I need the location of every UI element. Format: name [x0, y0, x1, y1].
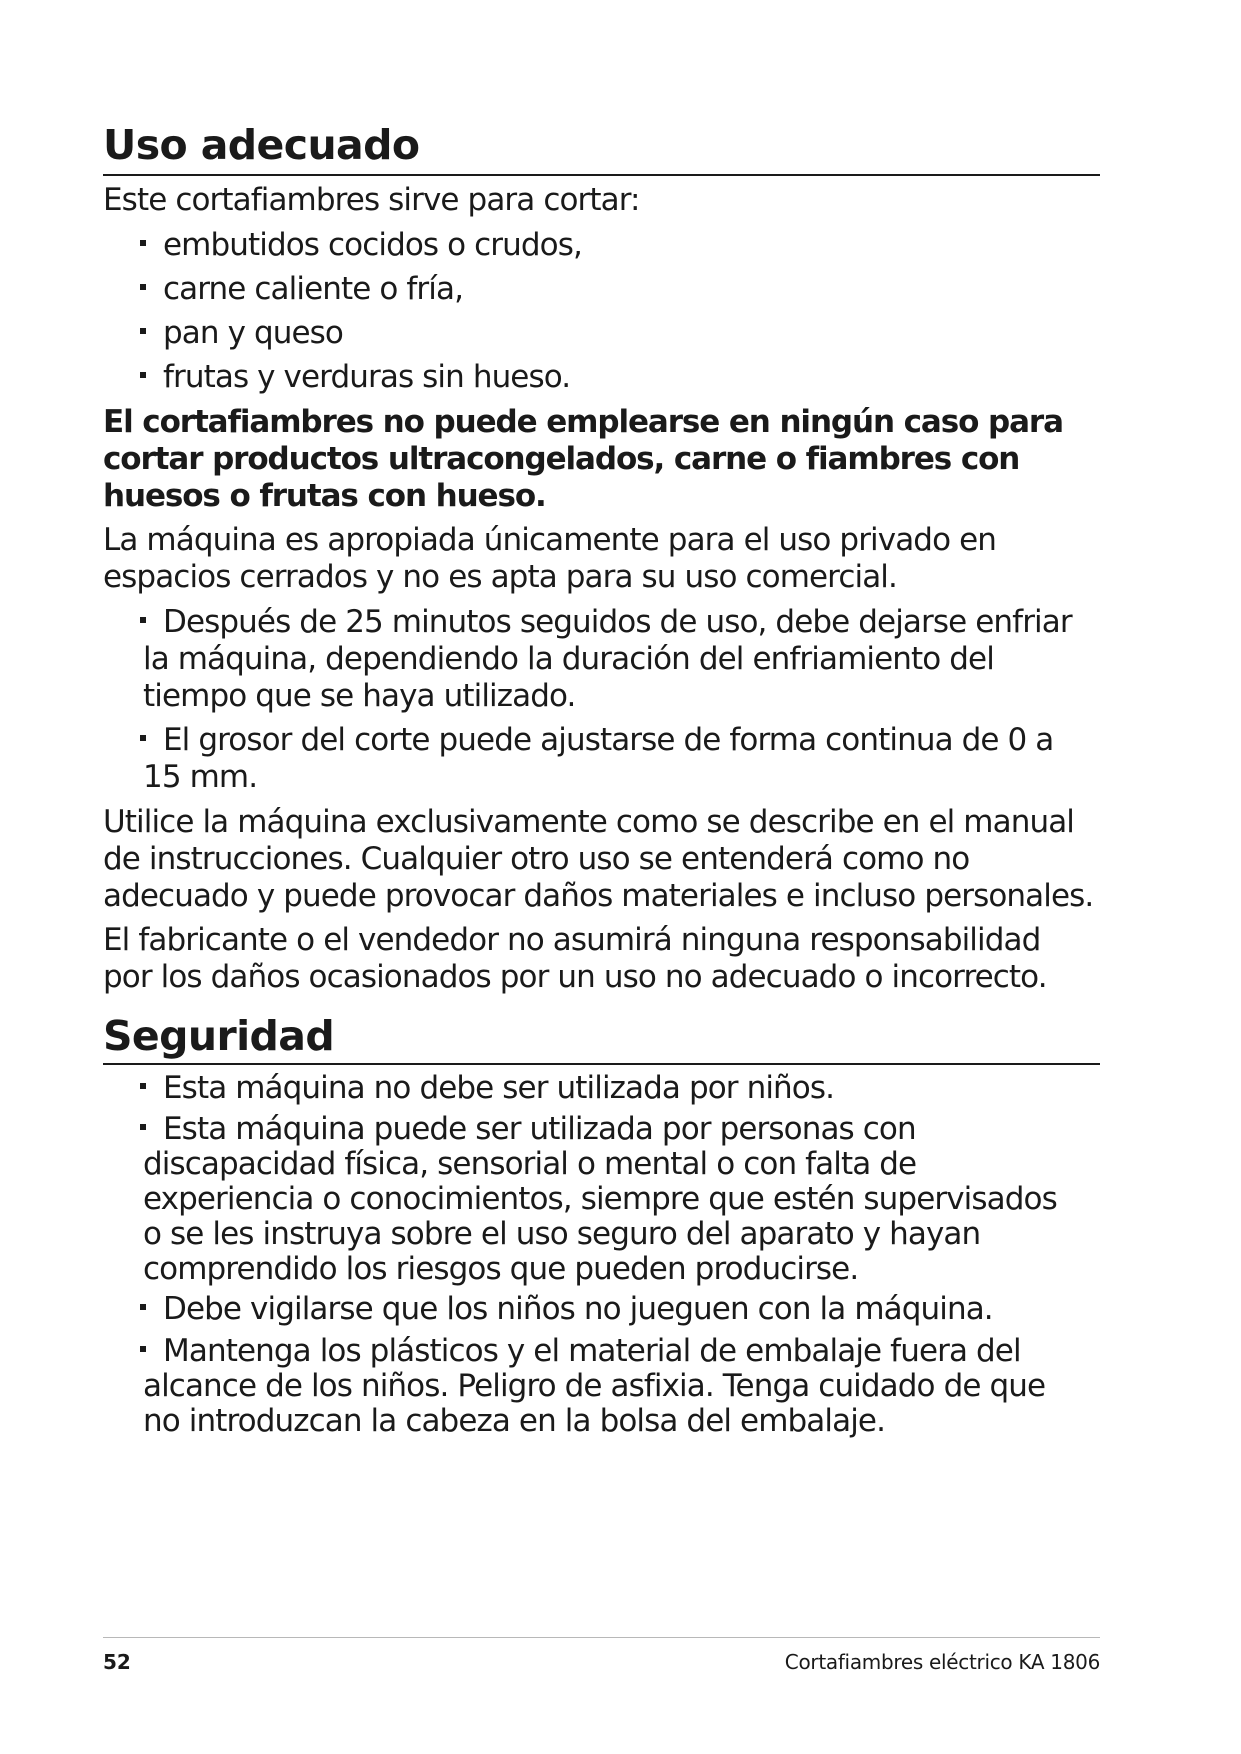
usage-line: Utilice la máquina exclusivamente como se describe en el manual: [103, 804, 1075, 840]
note-continuation: 15 mm.: [143, 759, 258, 795]
bullet-marker: [140, 1083, 146, 1089]
footer-document-title: Cortafiambres eléctrico KA 1806: [784, 1650, 1100, 1674]
list-item: frutas y verduras sin hueso.: [143, 357, 570, 398]
bullet-marker: [140, 328, 146, 334]
usage-line: de instrucciones. Cualquier otro uso se entenderá como no: [103, 841, 970, 877]
bullet-marker: [140, 1304, 146, 1310]
footer-rule: [103, 1637, 1100, 1638]
liability-line: por los daños ocasionados por un uso no adecuado o incorrecto.: [103, 959, 1047, 995]
safety-continuation: experiencia o conocimientos, siempre que estén supervisados: [143, 1181, 1057, 1217]
private-use-line: espacios cerrados y no es apta para su uso comercial.: [103, 559, 897, 595]
warning-line: cortar productos ultracongelados, carne o fiambres con: [103, 441, 1020, 477]
note-continuation: tiempo que se haya utilizado.: [143, 678, 576, 714]
warning-line: El cortafiambres no puede emplearse en ningún caso para: [103, 404, 1063, 440]
section-rule: [103, 1063, 1100, 1065]
bullet-marker: [140, 1124, 146, 1130]
intro-text: Este cortafiambres sirve para cortar:: [103, 182, 640, 218]
private-use-line: La máquina es apropiada únicamente para el uso privado en: [103, 522, 997, 558]
bullet-marker: [140, 735, 146, 741]
bullet-marker: [140, 1346, 146, 1352]
note-item: El grosor del corte puede ajustarse de forma continua de 0 a: [143, 720, 1053, 761]
page-number: 52: [103, 1650, 131, 1674]
section-rule: [103, 174, 1100, 176]
safety-continuation: discapacidad física, sensorial o mental o con falta de: [143, 1146, 917, 1182]
safety-item: Mantenga los plásticos y el material de embalaje fuera del: [143, 1331, 1021, 1372]
liability-line: El fabricante o el vendedor no asumirá ninguna responsabilidad: [103, 922, 1041, 958]
safety-item: Esta máquina no debe ser utilizada por niños.: [143, 1068, 834, 1109]
safety-item: Debe vigilarse que los niños no jueguen con la máquina.: [143, 1289, 993, 1330]
list-item: pan y queso: [143, 313, 343, 354]
section-title-seguridad: Seguridad: [103, 1012, 335, 1060]
safety-continuation: comprendido los riesgos que pueden producirse.: [143, 1251, 859, 1287]
bullet-marker: [140, 617, 146, 623]
bullet-marker: [140, 372, 146, 378]
bullet-marker: [140, 240, 146, 246]
safety-continuation: no introduzcan la cabeza en la bolsa del embalaje.: [143, 1403, 886, 1439]
safety-item: Esta máquina puede ser utilizada por personas con: [143, 1109, 916, 1150]
list-item: carne caliente o fría,: [143, 269, 463, 310]
list-item: embutidos cocidos o crudos,: [143, 225, 582, 266]
safety-continuation: o se les instruya sobre el uso seguro del aparato y hayan: [143, 1216, 981, 1252]
note-continuation: la máquina, dependiendo la duración del enfriamiento del: [143, 641, 994, 677]
bullet-marker: [140, 284, 146, 290]
note-item: Después de 25 minutos seguidos de uso, debe dejarse enfriar: [143, 602, 1072, 643]
usage-line: adecuado y puede provocar daños materiales e incluso personales.: [103, 878, 1094, 914]
warning-line: huesos o frutas con hueso.: [103, 478, 546, 514]
document-page: [103, 0, 1103, 1754]
safety-continuation: alcance de los niños. Peligro de asfixia. Tenga cuidado de que: [143, 1368, 1046, 1404]
section-title-uso-adecuado: Uso adecuado: [103, 121, 420, 169]
